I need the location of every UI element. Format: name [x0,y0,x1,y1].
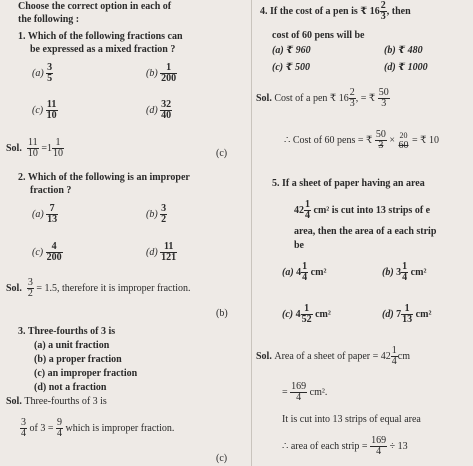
fraction: $\frac{3}{5}$ [47,62,53,84]
q2-answer: (b) [216,308,228,319]
column-divider [251,0,252,466]
q1-solution: Sol. $\frac{11}{10}$ =1 $\frac{1}{10}$ [6,137,63,159]
q5-option-d[interactable]: (d) 7 $\frac{1}{13}$ cm² [382,303,432,325]
q3-option-d[interactable]: (d) not a fraction [34,382,107,393]
q1-answer: (c) [216,148,228,159]
q3-solution-line-1: Sol. Three-fourths of 3 is [6,396,107,407]
q1-option-a[interactable] [32,63,53,84]
q5-solution-line-1: Sol. Area of a sheet of paper = 42 $\frac{1}{4}$ cm [256,345,410,367]
q4-solution-line-1: Sol. Cost of a pen ₹ 16 $\frac{2}{3}$ , = ₹ $\frac{50}{3}$ [256,87,389,109]
q3-option-a[interactable]: (a) a unit fraction [34,340,110,351]
option-label: (a) [32,67,44,79]
q5-option-a[interactable]: (a) 4 $\frac{1}{4}$ cm² [282,261,327,283]
intro-line-1: Choose the correct option in each of [18,1,172,12]
intro-line-2: the following : [18,14,80,25]
fraction: $\frac{1}{200}$ [161,62,177,84]
q5-line-4: be [294,240,304,251]
option-label: (d) [146,104,158,116]
q2-option-b[interactable]: (b) $\frac{3}{2}$ [146,203,167,225]
q5-solution-line-4: ∴ area of each strip = $\frac{169}{4}$ ÷ 13 [282,435,408,457]
q1-option-b[interactable] [146,63,177,84]
q3-option-c[interactable]: (c) an improper fraction [34,368,138,379]
q2-option-d[interactable]: (d) $\frac{11}{121}$ [146,241,177,263]
fraction: $\frac{32}{40}$ [161,99,172,121]
q2-line-2: fraction ? [30,185,72,196]
q5-line-2: 42 $\frac{1}{4}$ cm² is cut into 13 strips of e [294,199,431,221]
q4-line-1: 4. If the cost of a pen is ₹ 16 $\frac{2}{3}$ , then [260,0,411,22]
q4-line-2: cost of 60 pens will be [272,30,365,41]
q4-option-a[interactable]: (a) ₹ 960 [272,45,311,56]
q1-option-c[interactable] [32,100,58,121]
q4-option-d[interactable]: (d) ₹ 1000 [384,62,428,73]
q1-option-d[interactable] [146,100,172,121]
q3-option-b[interactable]: (b) a proper fraction [34,354,122,365]
q3-answer: (c) [216,453,228,464]
q5-line-3: area, then the area of a each strip [294,226,437,237]
q5-solution-line-2: = $\frac{169}{4}$ cm². [282,381,328,403]
q1-line-2: be expressed as a mixed fraction ? [30,44,176,55]
q5-option-c[interactable]: (c) 4 $\frac{1}{52}$ cm² [282,303,331,325]
q2-option-a[interactable]: (a) $\frac{7}{13}$ [32,203,58,225]
fraction: $\frac{11}{10}$ [46,99,57,121]
option-label: (c) [32,104,44,116]
q2-option-c[interactable]: (c) $\frac{4}{200}$ [32,241,62,263]
q5-line-1: 5. If a sheet of paper having an area [272,178,425,189]
q4-option-b[interactable]: (b) ₹ 480 [384,45,423,56]
q2-solution: Sol. $\frac{3}{2}$ = 1.5, therefore it is improper fraction. [6,277,191,299]
q2-line-1: 2. Which of the following is an improper [18,172,190,183]
q4-option-c[interactable]: (c) ₹ 500 [272,62,311,73]
q5-solution-line-3: It is cut into 13 strips of equal area [282,414,421,425]
q3-solution-line-2: $\frac{3}{4}$ of 3 = $\frac{9}{4}$ which is improper fraction. [21,417,175,439]
option-label: (b) [146,67,158,79]
q5-option-b[interactable]: (b) 3 $\frac{1}{4}$ cm² [382,261,427,283]
q3-line-1: 3. Three-fourths of 3 is [18,326,116,337]
q4-solution-line-2: ∴ Cost of 60 pens = ₹ $\frac{50}{3}$ × 20 60 = ₹ 10 [284,129,440,151]
q1-line-1: 1. Which of the following fractions can [18,31,183,42]
